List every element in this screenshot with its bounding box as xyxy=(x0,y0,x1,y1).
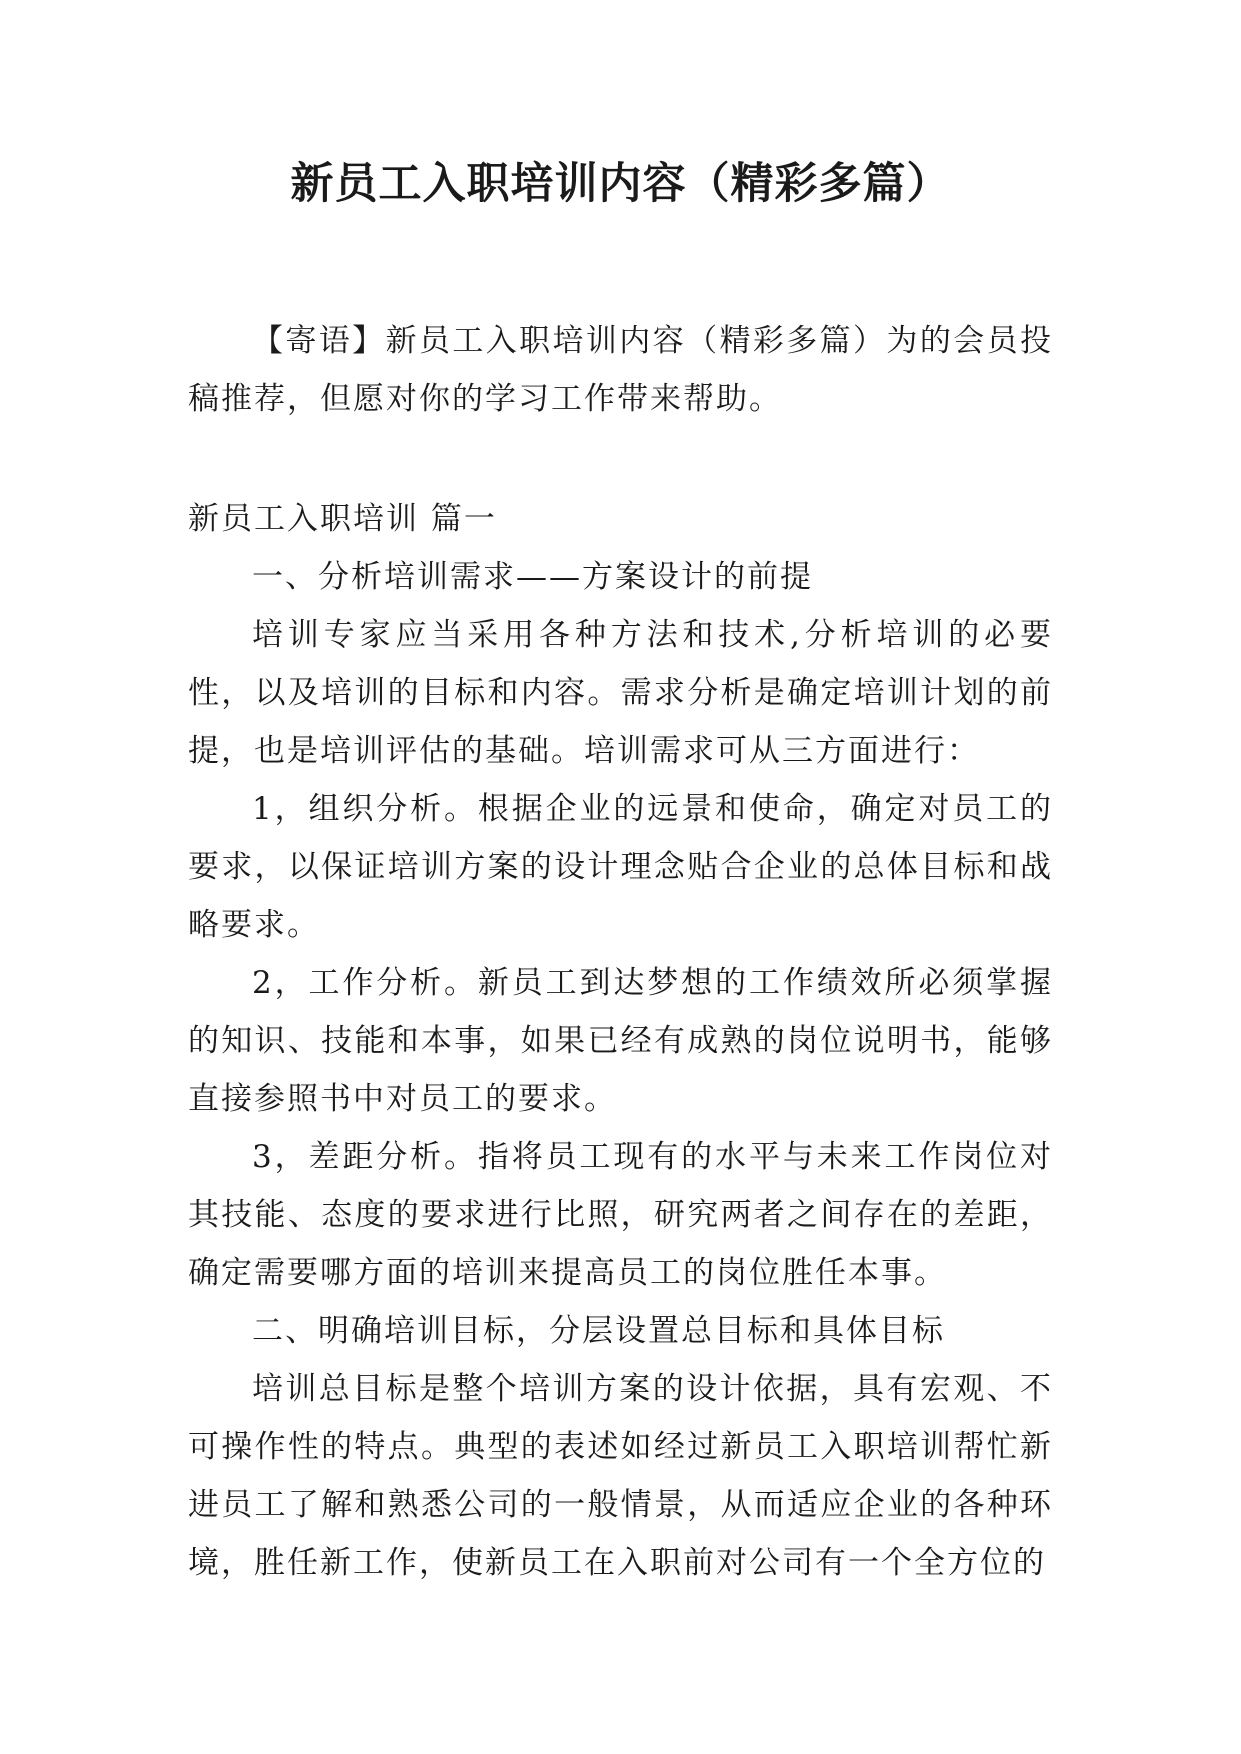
paragraph-analysis-heading: 一、分析培训需求——方案设计的前提 xyxy=(252,559,813,595)
paragraph-organization-analysis: 1，组织分析。根据企业的远景和使命，确定对员工的要求，以保证培训方案的设计理念贴合企业的总体目标和战略要求。 xyxy=(188,791,1053,943)
document-title: 新员工入职培训内容（精彩多篇） xyxy=(290,159,951,209)
foreword-paragraph: 【寄语】新员工入职培训内容（精彩多篇）为的会员投稿推荐，但愿对你的学习工作带来帮助。 xyxy=(188,323,1053,417)
paragraph-gap-analysis: 3，差距分析。指将员工现有的水平与未来工作岗位对其技能、态度的要求进行比照，研究两者之间存在的差距，确定需要哪方面的培训来提高员工的岗位胜任本事。 xyxy=(188,1139,1053,1291)
paragraph-goals-heading: 二、明确培训目标，分层设置总目标和具体目标 xyxy=(252,1313,945,1349)
section-heading: 新员工入职培训 篇一 xyxy=(188,501,497,537)
paragraph-overall-goals: 培训总目标是整个培训方案的设计依据，具有宏观、不可操作性的特点。典型的表述如经过新员工入职培训帮忙新进员工了解和熟悉公司的一般情景，从而适应企业的各种环境，胜任新工作，使新员工在入职前对公司有一个全方位的 xyxy=(188,1371,1053,1581)
paragraph-work-analysis: 2，工作分析。新员工到达梦想的工作绩效所必须掌握的知识、技能和本事，如果已经有成熟的岗位说明书，能够直接参照书中对员工的要求。 xyxy=(188,965,1053,1117)
paragraph-analysis-intro: 培训专家应当采用各种方法和技术,分析培训的必要性，以及培训的目标和内容。需求分析是确定培训计划的前提，也是培训评估的基础。培训需求可从三方面进行： xyxy=(188,617,1053,769)
